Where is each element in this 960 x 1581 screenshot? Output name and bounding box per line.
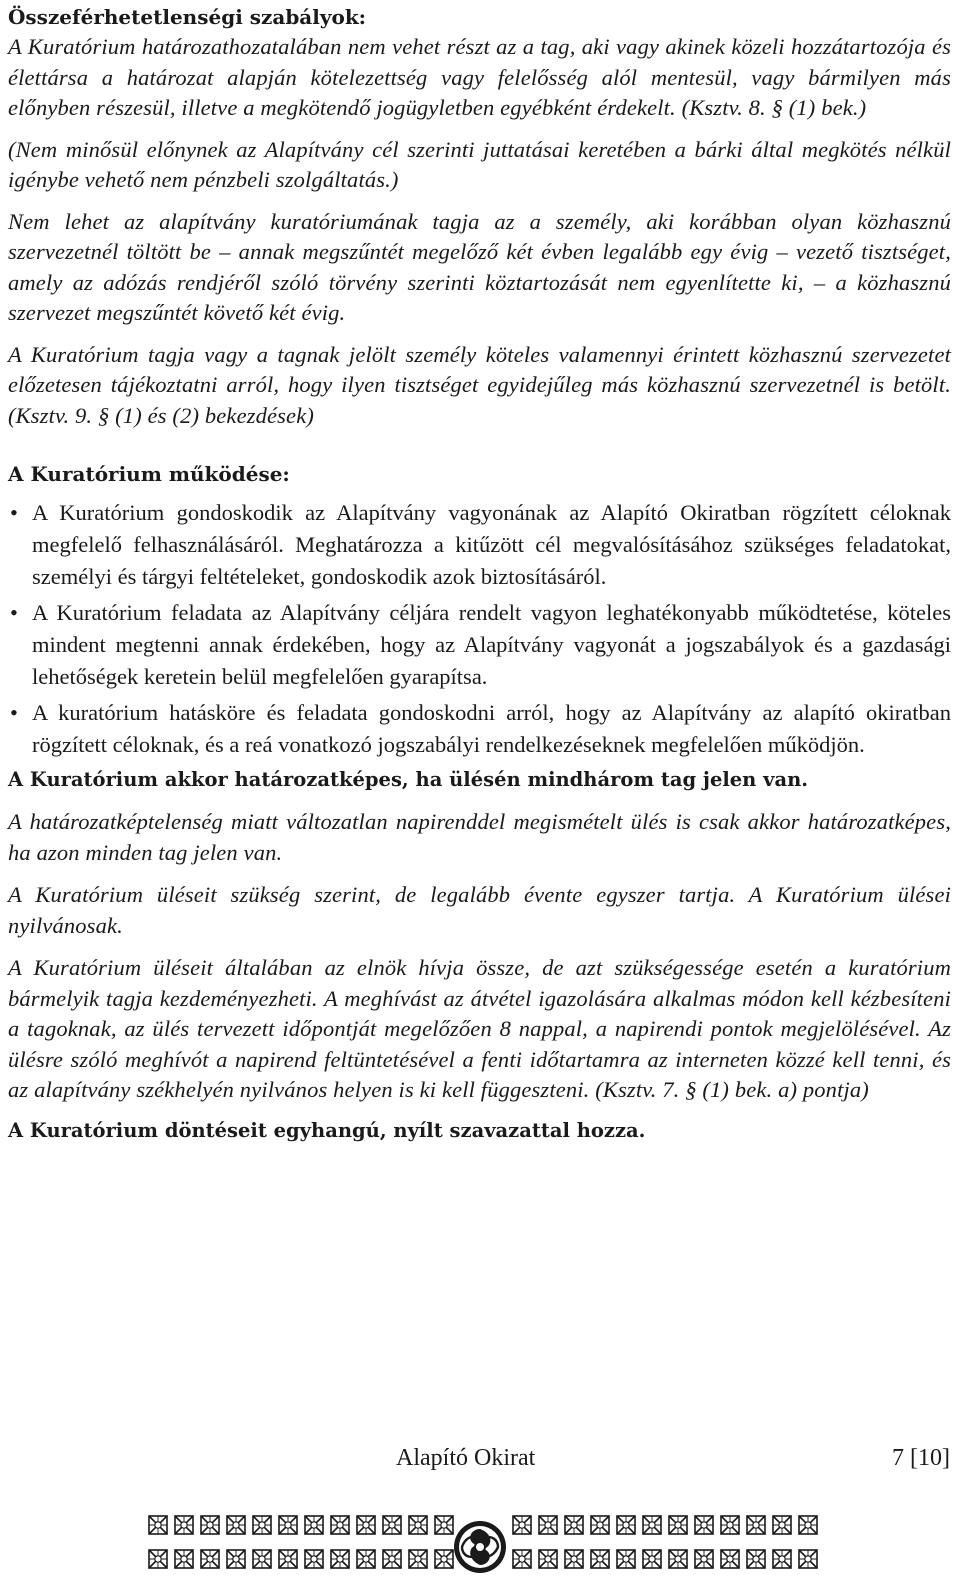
knot-tile-icon — [695, 1550, 713, 1568]
knot-tile-icon — [591, 1550, 609, 1568]
list-item-text: A Kuratórium feladata az Alapítvány céljára rendelt vagyon leghatékonyabb működtetése, köteles mindent megtenni annak érdekében, hogy az Alapítvány vagyonát a jogszabályok és a gazdasági lehetőségek keretein belül megfelelően gyarapítsa. — [32, 600, 951, 689]
knot-tile-icon — [773, 1516, 791, 1534]
list-item-text: A Kuratórium gondoskodik az Alapítvány vagyonának az Alapító Okiratban rögzített céloknak megfelelő felhasználásáról. Meghatározza a kitűzött cél megvalósításához szükséges feladatokat, személyi és tárgyi feltételeket, gondoskodik azok biztosításáról. — [32, 500, 951, 589]
knot-tile-icon — [695, 1516, 713, 1534]
knot-tile-icon — [253, 1550, 271, 1568]
knot-tile-icon — [175, 1550, 193, 1568]
knot-tile-icon — [721, 1550, 739, 1568]
knot-tile-icon — [513, 1550, 531, 1568]
quorum-paragraph-2: A Kuratórium üléseit szükség szerint, de legalább évente egyszer tartja. A Kuratórium ülései nyilvánosak. — [8, 882, 951, 938]
knot-tile-icon — [409, 1550, 427, 1568]
incompatibility-paragraph-3: Nem lehet az alapítvány kuratóriumának tagja az a személy, aki korábban olyan közhasznú szervezetnél töltött be – annak megszűntét megelőző két évben legalább egy évig – vezető tisztséget, amely az adózás rendjéről szóló törvény szerinti köztartozását nem egyenlítette ki, – a közhasznú szervezet megszűntét követő két évig. — [8, 208, 951, 325]
quorum-paragraph-1: A határozatképtelenség miatt változatlan napirenddel megismételt ülés is csak akkor határozatképes, ha azon minden tag jelen van. — [8, 809, 951, 865]
operation-list — [8, 497, 951, 761]
knot-tile-icon — [435, 1516, 453, 1534]
knot-tile-icon — [357, 1516, 375, 1534]
incompatibility-paragraph-1: A Kuratórium határozathozatalában nem vehet részt az a tag, aki vagy akinek közeli hozzátartozója és élettársa a határozat alapján kötelezettség vagy felelősség alól mentesül, vagy bármilyen más előnyben részesül, illetve a megkötendő jogügyletben egyébként érdekelt. (Ksztv. 8. § (1) bek.) — [8, 34, 951, 120]
knot-tile-icon — [591, 1516, 609, 1534]
knot-tile-icon — [383, 1516, 401, 1534]
footer-page-number: 7 [10] — [892, 1445, 950, 1471]
knot-tile-icon — [669, 1550, 687, 1568]
knot-tile-icon — [279, 1516, 297, 1534]
knot-tile-icon — [305, 1550, 323, 1568]
quorum-paragraph-3: A Kuratórium üléseit általában az elnök hívja össze, de azt szükségessége esetén a kuratórium bármelyik tagja kezdeményezheti. A meghívást az átvétel igazolására alkalmas módon kell kézbesíteni a tagoknak, az ülés tervezett időpontját megelőzően 8 nappal, a napirendi pontok megjelölésével. Az ülésre szóló meghívót a napirend feltüntetésével a fenti időtartamra az interneten közzé kell tenni, és az alapítvány székhelyén nyilvános helyen is ki kell függeszteni. (Ksztv. 7. § (1) bek. a) pontja) — [8, 955, 951, 1102]
knot-tile-icon — [279, 1550, 297, 1568]
knot-tile-icon — [435, 1550, 453, 1568]
list-item: • A kuratórium hatásköre és feladata gondoskodni arról, hogy az Alapítvány az alapító okiratban rögzített céloknak, és a reá vonatkozó jogszabályi rendelkezéseknek megfelelően működjön. — [10, 700, 951, 757]
knot-tile-icon — [409, 1516, 427, 1534]
list-item: • A Kuratórium gondoskodik az Alapítvány vagyonának az Alapító Okiratban rögzített céloknak megfelelő felhasználásáról. Meghatározza a kitűzött cél megvalósításához szükséges feladatokat, személyi és tárgyi feltételeket, gondoskodik azok biztosításáról. — [10, 500, 951, 589]
celtic-knot-border-icon — [0, 1505, 960, 1581]
knot-tile-icon — [357, 1550, 375, 1568]
list-item: • A Kuratórium feladata az Alapítvány céljára rendelt vagyon leghatékonyabb működtetése, köteles mindent megtenni annak érdekében, hogy az Alapítvány vagyonát a jogszabályok és a gazdasági lehetőségek keretein belül megfelelően gyarapítsa. — [10, 600, 951, 689]
knot-tile-icon — [305, 1516, 323, 1534]
knot-tile-icon — [565, 1550, 583, 1568]
knot-tile-icon — [721, 1516, 739, 1534]
knot-tile-icon — [539, 1516, 557, 1534]
knot-tile-icon — [539, 1550, 557, 1568]
page-footer — [0, 1445, 960, 1485]
knot-tile-icon — [513, 1516, 531, 1534]
knot-tile-icon — [669, 1516, 687, 1534]
knot-tile-icon — [643, 1516, 661, 1534]
knot-tile-icon — [747, 1516, 765, 1534]
incompatibility-paragraph-2: (Nem minősül előnynek az Alapítvány cél szerinti juttatásai keretében a bárki által megkötés nélkül igénybe vehető nem pénzbeli szolgáltatás.) — [8, 136, 951, 192]
footer-document-title: Alapító Okirat — [396, 1445, 536, 1471]
knot-tile-icon — [227, 1516, 245, 1534]
knot-tile-icon — [617, 1516, 635, 1534]
knot-tile-icon — [201, 1516, 219, 1534]
knot-tile-icon — [773, 1550, 791, 1568]
knot-tile-icon — [331, 1516, 349, 1534]
knot-tile-icon — [799, 1516, 817, 1534]
knot-tile-icon — [331, 1550, 349, 1568]
operation-heading: A Kuratórium működése: — [8, 462, 290, 486]
knot-tile-icon — [201, 1550, 219, 1568]
center-rosette-icon — [454, 1521, 506, 1573]
decision-statement: A Kuratórium döntéseit egyhangú, nyílt szavazattal hozza. — [8, 1118, 646, 1142]
knot-tile-icon — [175, 1516, 193, 1534]
knot-tile-icon — [643, 1550, 661, 1568]
incompatibility-heading: Összeférhetetlenségi szabályok: — [8, 5, 367, 29]
incompatibility-paragraph-4: A Kuratórium tagja vagy a tagnak jelölt személy köteles valamennyi érintett közhasznú szervezetet előzetesen tájékoztatni arról, hogy ilyen tisztséget egyidejűleg más közhasznú szervezetnél is betölt. (Ksztv. 9. § (1) és (2) bekezdések) — [8, 341, 951, 428]
knot-tile-icon — [149, 1550, 167, 1568]
knot-tile-icon — [149, 1516, 167, 1534]
knot-tile-icon — [383, 1550, 401, 1568]
knot-tile-icon — [565, 1516, 583, 1534]
knot-tile-icon — [617, 1550, 635, 1568]
quorum-statement: A Kuratórium akkor határozatképes, ha ülésén mindhárom tag jelen van. — [8, 768, 809, 791]
knot-tile-icon — [747, 1550, 765, 1568]
list-item-text: A kuratórium hatásköre és feladata gondoskodni arról, hogy az Alapítvány az alapító okiratban rögzített céloknak, és a reá vonatkozó jogszabályi rendelkezéseknek megfelelően működjön. — [32, 700, 951, 757]
knot-tile-icon — [799, 1550, 817, 1568]
knot-tile-icon — [227, 1550, 245, 1568]
knot-tile-icon — [253, 1516, 271, 1534]
